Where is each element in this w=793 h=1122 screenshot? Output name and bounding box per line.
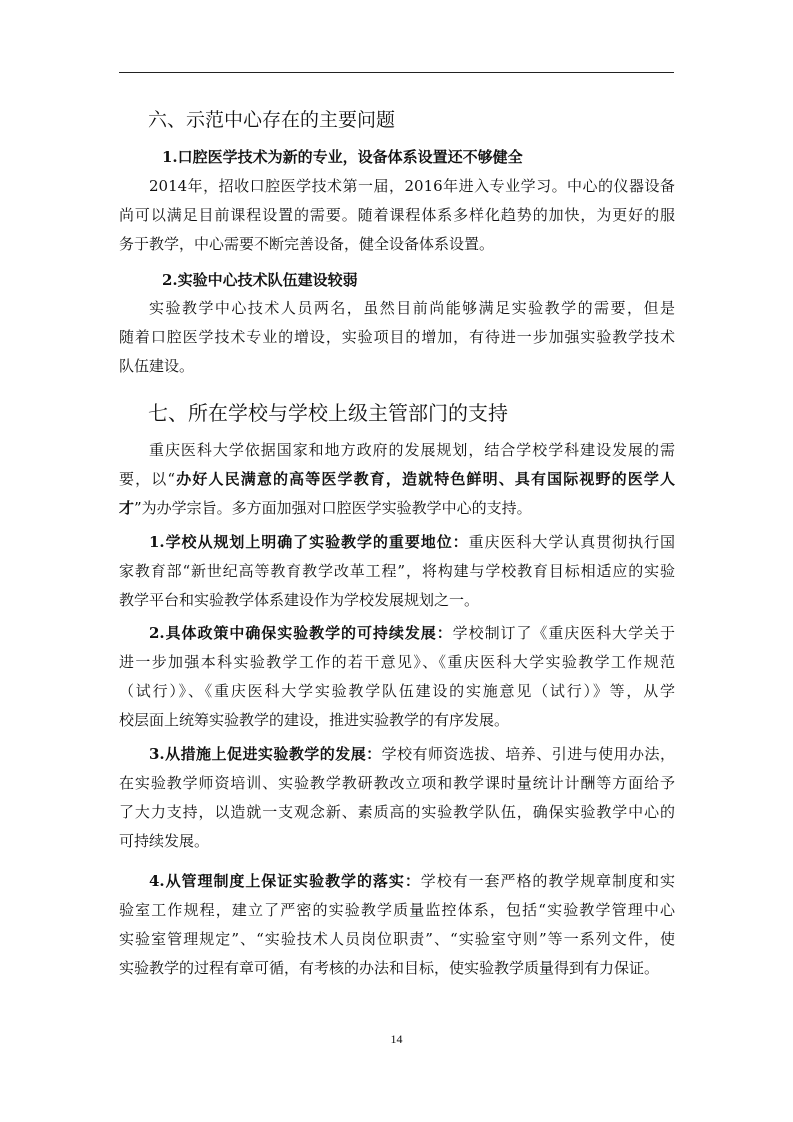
text-run: 要，以“	[119, 470, 176, 488]
item-lead: 4.从管理制度上保证实验教学的落实：	[149, 872, 421, 890]
paragraph-line	[119, 465, 675, 494]
paragraph-line: 校层面上统筹实验教学的建设，推进实验教学的有序发展。	[119, 711, 510, 729]
paragraph-line: 实验教学的过程有章可循，有考核的办法和目标，使实验教学质量得到有力保证。	[119, 959, 660, 977]
motto-text: 办好人民满意的高等医学教育，造就特色鲜明、具有国际视野的医学人	[175, 470, 675, 488]
support-item-2	[119, 619, 675, 735]
header-rule	[119, 72, 674, 73]
paragraph-line	[119, 494, 675, 523]
text-run: 学校有一套严格的教学规章制度和实	[420, 872, 675, 890]
text-run: 学校有师资选拔、培养、引进与使用办法，	[381, 745, 675, 763]
page-number: 14	[390, 1032, 403, 1046]
section-7-heading: 七、所在学校与学校上级主管部门的支持	[148, 401, 508, 425]
paragraph-line: 实验室管理规定”、“实验技术人员岗位职责”、“实验室守则”等一系列文件，使	[119, 930, 675, 948]
paragraph-line: 队伍建设。	[119, 357, 195, 375]
section-6-heading: 六、示范中心存在的主要问题	[148, 109, 396, 131]
item-lead: 1.学校从规划上明确了实验教学的重要地位：	[149, 533, 469, 551]
paragraph-line: 重庆医科大学依据国家和地方政府的发展规划，结合学校学科建设发展的需	[149, 441, 675, 459]
paragraph-line: 教学平台和实验教学体系建设作为学校发展规划之一。	[119, 591, 480, 609]
text-run: 学校制订了《重庆医科大学关于	[452, 624, 675, 642]
paragraph-line: 尚可以满足目前课程设置的需要。随着课程体系多样化趋势的加快，为更好的服	[119, 206, 675, 224]
support-item-1	[119, 528, 675, 615]
paragraph-line: （试行）》、《重庆医科大学实验教学队伍建设的实施意见（试行）》等，从学	[119, 682, 675, 700]
section-6-subheading-1: 1.口腔医学技术为新的专业，设备体系设置还不够健全	[162, 148, 523, 166]
paragraph-line: 2014年，招收口腔医学技术第一届，2016年进入专业学习。中心的仪器设备	[149, 177, 675, 195]
paragraph-line	[119, 740, 675, 769]
item-lead: 2.具体政策中确保实验教学的可持续发展：	[149, 624, 453, 642]
section-7-intro	[119, 436, 675, 523]
paragraph-line	[119, 619, 675, 648]
support-item-4	[119, 867, 675, 983]
paragraph-line: 随着口腔医学技术专业的增设，实验项目的增加，有待进一步加强实验教学技术	[119, 328, 675, 346]
section-6-paragraph-2	[119, 294, 675, 381]
paragraph-line: 验室工作规程，建立了严密的实验教学质量监控体系，包括“实验教学管理中心	[119, 901, 675, 919]
section-6-subheading-2: 2.实验中心技术队伍建设较弱	[162, 271, 358, 289]
paragraph-line	[119, 528, 675, 557]
text-run: ”为办学宗旨。多方面加强对口腔医学实验教学中心的支持。	[134, 499, 532, 517]
paragraph-line: 了大力支持，以造就一支观念新、素质高的实验教学队伍，确保实验教学中心的	[119, 803, 675, 821]
paragraph-line: 家教育部“新世纪高等教育教学改革工程”，将构建与学校教育目标相适应的实验	[119, 562, 675, 580]
paragraph-line	[119, 867, 675, 896]
section-6-paragraph-1	[119, 172, 675, 259]
motto-text: 才	[119, 499, 135, 517]
paragraph-line: 进一步加强本科实验教学工作的若干意见》、《重庆医科大学实验教学工作规范	[119, 653, 675, 671]
support-item-3	[119, 740, 675, 856]
text-run: 重庆医科大学认真贯彻执行国	[468, 533, 675, 551]
paragraph-line: 实验教学中心技术人员两名，虽然目前尚能够满足实验教学的需要，但是	[149, 299, 675, 317]
item-lead: 3.从措施上促进实验教学的发展：	[149, 745, 382, 763]
paragraph-line: 务于教学，中心需要不断完善设备，健全设备体系设置。	[119, 235, 495, 253]
paragraph-line: 可持续发展。	[119, 832, 210, 850]
paragraph-line: 在实验教学师资培训、实验教学教研教改立项和教学课时量统计计酬等方面给予	[119, 774, 675, 792]
